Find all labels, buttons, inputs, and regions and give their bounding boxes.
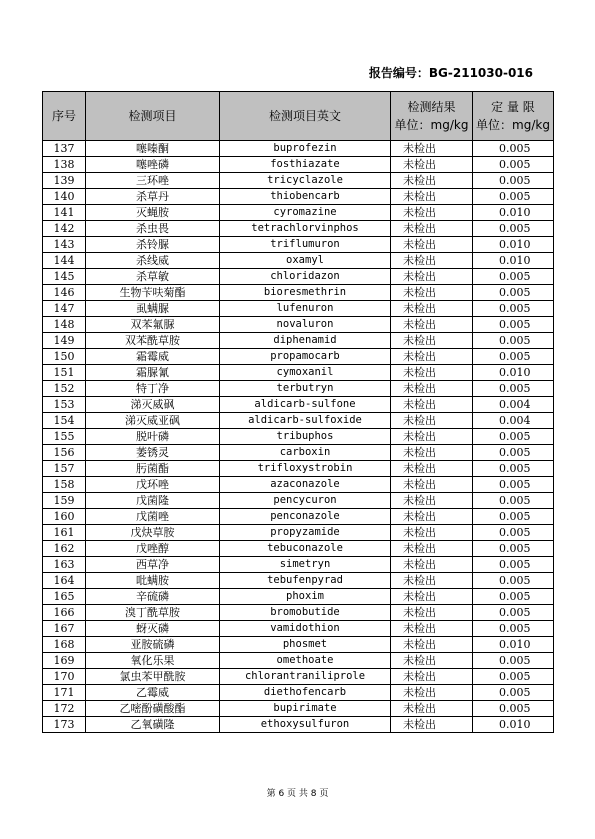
table-row: [43, 189, 554, 205]
cell-result: 未检出: [391, 637, 473, 653]
table-row: [43, 253, 554, 269]
cell-seq: 141: [43, 205, 86, 221]
cell-seq: 155: [43, 429, 86, 445]
cell-item-cn: 氯虫苯甲酰胺: [86, 669, 220, 685]
cell-result: 未检出: [391, 509, 473, 525]
cell-result: 未检出: [391, 669, 473, 685]
table-row: [43, 301, 554, 317]
cell-item-en: lufenuron: [220, 301, 391, 317]
cell-limit: 0.005: [473, 157, 554, 173]
cell-result: 未检出: [391, 429, 473, 445]
cell-item-en: vamidothion: [220, 621, 391, 637]
table-header-row: [43, 92, 554, 141]
cell-item-cn: 脱叶磷: [86, 429, 220, 445]
cell-item-en: pencycuron: [220, 493, 391, 509]
cell-result: 未检出: [391, 349, 473, 365]
report-number: 报告编号：BG-211030-016: [368, 66, 533, 80]
cell-seq: 158: [43, 477, 86, 493]
cell-item-cn: 特丁净: [86, 381, 220, 397]
cell-limit: 0.005: [473, 221, 554, 237]
cell-limit: 0.004: [473, 397, 554, 413]
cell-limit: 0.005: [473, 685, 554, 701]
cell-limit: 0.005: [473, 493, 554, 509]
cell-limit: 0.005: [473, 445, 554, 461]
cell-limit: 0.005: [473, 301, 554, 317]
cell-seq: 153: [43, 397, 86, 413]
cell-result: 未检出: [391, 205, 473, 221]
cell-item-en: phoxim: [220, 589, 391, 605]
cell-seq: 145: [43, 269, 86, 285]
cell-seq: 167: [43, 621, 86, 637]
table-row: [43, 717, 554, 733]
table-row: [43, 669, 554, 685]
results-table: [42, 91, 554, 733]
cell-item-cn: 乙嘧酚磺酸酯: [86, 701, 220, 717]
cell-seq: 159: [43, 493, 86, 509]
cell-seq: 137: [43, 141, 86, 157]
cell-seq: 169: [43, 653, 86, 669]
table-row: [43, 525, 554, 541]
header-limit-title: 定 量 限: [491, 100, 535, 114]
cell-result: 未检出: [391, 717, 473, 733]
cell-seq: 147: [43, 301, 86, 317]
cell-seq: 162: [43, 541, 86, 557]
cell-result: 未检出: [391, 269, 473, 285]
table-row: [43, 397, 554, 413]
table-row: [43, 173, 554, 189]
cell-limit: 0.005: [473, 669, 554, 685]
header-result: [391, 92, 473, 141]
cell-seq: 163: [43, 557, 86, 573]
cell-limit: 0.005: [473, 701, 554, 717]
cell-item-en: tebuconazole: [220, 541, 391, 557]
header-seq: 序号: [43, 92, 86, 141]
cell-item-cn: 生物苄呋菊酯: [86, 285, 220, 301]
table-row: [43, 269, 554, 285]
cell-seq: 156: [43, 445, 86, 461]
cell-item-cn: 亚胺硫磷: [86, 637, 220, 653]
cell-limit: 0.005: [473, 541, 554, 557]
cell-item-en: bupirimate: [220, 701, 391, 717]
cell-item-cn: 戊唑醇: [86, 541, 220, 557]
cell-item-cn: 噻嗪酮: [86, 141, 220, 157]
cell-result: 未检出: [391, 301, 473, 317]
cell-result: 未检出: [391, 573, 473, 589]
cell-seq: 168: [43, 637, 86, 653]
cell-item-en: aldicarb-sulfoxide: [220, 413, 391, 429]
cell-result: 未检出: [391, 621, 473, 637]
cell-result: 未检出: [391, 381, 473, 397]
cell-seq: 143: [43, 237, 86, 253]
header-item-en: 检测项目英文: [220, 92, 391, 141]
cell-seq: 173: [43, 717, 86, 733]
table-row: [43, 509, 554, 525]
table-row: [43, 589, 554, 605]
cell-seq: 148: [43, 317, 86, 333]
cell-seq: 142: [43, 221, 86, 237]
page-number: 第 6 页 共 8 页: [266, 789, 329, 799]
table-body: [43, 141, 554, 733]
cell-item-en: tricyclazole: [220, 173, 391, 189]
cell-result: 未检出: [391, 333, 473, 349]
cell-item-en: chlorantraniliprole: [220, 669, 391, 685]
cell-item-en: azaconazole: [220, 477, 391, 493]
cell-result: 未检出: [391, 173, 473, 189]
cell-limit: 0.005: [473, 589, 554, 605]
cell-item-en: novaluron: [220, 317, 391, 333]
cell-item-en: oxamyl: [220, 253, 391, 269]
cell-result: 未检出: [391, 237, 473, 253]
cell-seq: 149: [43, 333, 86, 349]
table-row: [43, 573, 554, 589]
cell-seq: 161: [43, 525, 86, 541]
cell-result: 未检出: [391, 221, 473, 237]
table-row: [43, 541, 554, 557]
cell-limit: 0.010: [473, 237, 554, 253]
header-result-title: 检测结果: [407, 100, 456, 114]
cell-limit: 0.005: [473, 477, 554, 493]
cell-item-cn: 虱螨脲: [86, 301, 220, 317]
cell-item-en: cymoxanil: [220, 365, 391, 381]
cell-result: 未检出: [391, 397, 473, 413]
cell-limit: 0.005: [473, 605, 554, 621]
cell-item-en: thiobencarb: [220, 189, 391, 205]
cell-limit: 0.010: [473, 253, 554, 269]
cell-item-cn: 戊环唑: [86, 477, 220, 493]
cell-item-cn: 氧化乐果: [86, 653, 220, 669]
cell-item-cn: 乙氧磺隆: [86, 717, 220, 733]
cell-item-en: tebufenpyrad: [220, 573, 391, 589]
cell-item-cn: 戊菌隆: [86, 493, 220, 509]
cell-item-cn: 双苯氟脲: [86, 317, 220, 333]
cell-item-cn: 霜脲氰: [86, 365, 220, 381]
table-row: [43, 461, 554, 477]
cell-item-en: aldicarb-sulfone: [220, 397, 391, 413]
cell-limit: 0.005: [473, 173, 554, 189]
cell-item-cn: 戊炔草胺: [86, 525, 220, 541]
cell-item-cn: 肟菌酯: [86, 461, 220, 477]
cell-seq: 151: [43, 365, 86, 381]
cell-item-cn: 霜霉威: [86, 349, 220, 365]
cell-item-cn: 蚜灭磷: [86, 621, 220, 637]
cell-item-en: omethoate: [220, 653, 391, 669]
table-row: [43, 237, 554, 253]
header-item-cn: 检测项目: [86, 92, 220, 141]
cell-result: 未检出: [391, 285, 473, 301]
cell-item-en: propyzamide: [220, 525, 391, 541]
cell-seq: 157: [43, 461, 86, 477]
table-row: [43, 637, 554, 653]
cell-limit: 0.004: [473, 413, 554, 429]
table-row: [43, 221, 554, 237]
cell-item-cn: 溴丁酰草胺: [86, 605, 220, 621]
cell-item-cn: 萎锈灵: [86, 445, 220, 461]
cell-item-en: tetrachlorvinphos: [220, 221, 391, 237]
cell-seq: 171: [43, 685, 86, 701]
table-row: [43, 493, 554, 509]
cell-limit: 0.005: [473, 509, 554, 525]
cell-limit: 0.010: [473, 365, 554, 381]
cell-limit: 0.005: [473, 189, 554, 205]
cell-item-en: diethofencarb: [220, 685, 391, 701]
cell-seq: 138: [43, 157, 86, 173]
table-row: [43, 381, 554, 397]
cell-item-cn: 杀线威: [86, 253, 220, 269]
cell-item-cn: 杀草丹: [86, 189, 220, 205]
cell-item-en: bromobutide: [220, 605, 391, 621]
cell-item-en: cyromazine: [220, 205, 391, 221]
table-row: [43, 285, 554, 301]
table-row: [43, 605, 554, 621]
cell-limit: 0.005: [473, 557, 554, 573]
cell-item-cn: 涕灭威亚砜: [86, 413, 220, 429]
cell-result: 未检出: [391, 317, 473, 333]
table-row: [43, 333, 554, 349]
cell-item-en: ethoxysulfuron: [220, 717, 391, 733]
cell-result: 未检出: [391, 189, 473, 205]
cell-result: 未检出: [391, 541, 473, 557]
cell-result: 未检出: [391, 589, 473, 605]
cell-item-cn: 双苯酰草胺: [86, 333, 220, 349]
cell-item-en: phosmet: [220, 637, 391, 653]
cell-seq: 146: [43, 285, 86, 301]
cell-limit: 0.010: [473, 717, 554, 733]
cell-item-cn: 涕灭威砜: [86, 397, 220, 413]
cell-result: 未检出: [391, 157, 473, 173]
cell-seq: 170: [43, 669, 86, 685]
cell-item-en: bioresmethrin: [220, 285, 391, 301]
cell-limit: 0.010: [473, 205, 554, 221]
table-row: [43, 445, 554, 461]
cell-result: 未检出: [391, 605, 473, 621]
cell-seq: 152: [43, 381, 86, 397]
cell-result: 未检出: [391, 685, 473, 701]
cell-item-cn: 噻唑磷: [86, 157, 220, 173]
cell-limit: 0.005: [473, 317, 554, 333]
table-row: [43, 557, 554, 573]
cell-seq: 160: [43, 509, 86, 525]
cell-item-en: tribuphos: [220, 429, 391, 445]
table-row: [43, 429, 554, 445]
cell-limit: 0.005: [473, 349, 554, 365]
table-row: [43, 157, 554, 173]
cell-result: 未检出: [391, 493, 473, 509]
cell-seq: 165: [43, 589, 86, 605]
cell-item-en: simetryn: [220, 557, 391, 573]
header-limit-unit: 单位：mg/kg: [476, 118, 550, 132]
cell-item-cn: 杀草敏: [86, 269, 220, 285]
table-row: [43, 205, 554, 221]
table-row: [43, 701, 554, 717]
cell-item-cn: 辛硫磷: [86, 589, 220, 605]
cell-result: 未检出: [391, 461, 473, 477]
cell-limit: 0.005: [473, 621, 554, 637]
cell-item-cn: 三环唑: [86, 173, 220, 189]
cell-limit: 0.005: [473, 141, 554, 157]
cell-item-cn: 戊菌唑: [86, 509, 220, 525]
header-result-unit: 单位：mg/kg: [394, 118, 469, 132]
cell-limit: 0.005: [473, 333, 554, 349]
cell-limit: 0.005: [473, 381, 554, 397]
cell-limit: 0.005: [473, 525, 554, 541]
cell-limit: 0.005: [473, 285, 554, 301]
table-row: [43, 477, 554, 493]
cell-seq: 144: [43, 253, 86, 269]
table-row: [43, 349, 554, 365]
cell-limit: 0.010: [473, 637, 554, 653]
table-row: [43, 685, 554, 701]
cell-seq: 172: [43, 701, 86, 717]
cell-item-en: triflumuron: [220, 237, 391, 253]
cell-item-cn: 杀铃脲: [86, 237, 220, 253]
cell-item-en: chloridazon: [220, 269, 391, 285]
cell-seq: 150: [43, 349, 86, 365]
cell-result: 未检出: [391, 525, 473, 541]
cell-result: 未检出: [391, 413, 473, 429]
table-row: [43, 621, 554, 637]
table-row: [43, 317, 554, 333]
cell-item-cn: 杀虫畏: [86, 221, 220, 237]
cell-result: 未检出: [391, 477, 473, 493]
cell-item-en: terbutryn: [220, 381, 391, 397]
cell-item-cn: 吡螨胺: [86, 573, 220, 589]
cell-result: 未检出: [391, 141, 473, 157]
cell-result: 未检出: [391, 445, 473, 461]
table-row: [43, 365, 554, 381]
cell-result: 未检出: [391, 365, 473, 381]
header-limit: [473, 92, 554, 141]
cell-result: 未检出: [391, 653, 473, 669]
cell-item-en: penconazole: [220, 509, 391, 525]
table-row: [43, 413, 554, 429]
cell-item-cn: 乙霉威: [86, 685, 220, 701]
cell-seq: 154: [43, 413, 86, 429]
cell-seq: 164: [43, 573, 86, 589]
cell-item-en: diphenamid: [220, 333, 391, 349]
cell-limit: 0.005: [473, 269, 554, 285]
table-row: [43, 141, 554, 157]
cell-item-en: trifloxystrobin: [220, 461, 391, 477]
cell-result: 未检出: [391, 253, 473, 269]
cell-item-en: buprofezin: [220, 141, 391, 157]
cell-seq: 139: [43, 173, 86, 189]
cell-seq: 166: [43, 605, 86, 621]
table-row: [43, 653, 554, 669]
cell-seq: 140: [43, 189, 86, 205]
cell-limit: 0.005: [473, 461, 554, 477]
cell-item-cn: 灭蝇胺: [86, 205, 220, 221]
cell-item-cn: 西草净: [86, 557, 220, 573]
cell-limit: 0.005: [473, 429, 554, 445]
cell-item-en: propamocarb: [220, 349, 391, 365]
cell-item-en: fosthiazate: [220, 157, 391, 173]
cell-result: 未检出: [391, 701, 473, 717]
cell-result: 未检出: [391, 557, 473, 573]
cell-item-en: carboxin: [220, 445, 391, 461]
cell-limit: 0.005: [473, 653, 554, 669]
cell-limit: 0.005: [473, 573, 554, 589]
